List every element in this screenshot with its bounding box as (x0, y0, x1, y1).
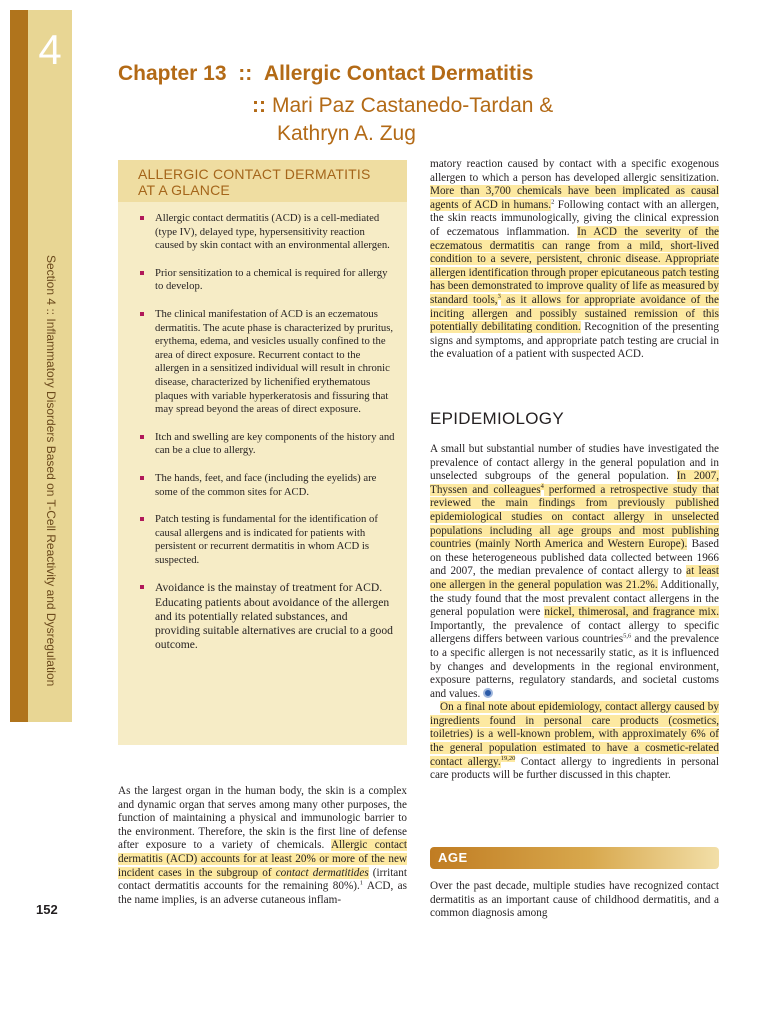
authors-line-2: Kathryn A. Zug (277, 122, 416, 145)
highlight: performed a retrospective study that reviewed the main findings from previously published epidemiological studies on contact allergy in unselected populations including all age groups and most publishing countries (mainly North America and Western Europe). (430, 483, 720, 551)
citation: 1 (359, 879, 364, 887)
glance-item (140, 472, 395, 499)
glance-item-text: Patch testing is fundamental for the identification of causal allergens and is indicated for patients with persistent or recurrent dermatitis in whom ACD is suspected. (155, 513, 378, 566)
glance-item (140, 308, 395, 417)
citation: 3 (497, 293, 501, 301)
chapter-number: Chapter 13 (118, 62, 227, 85)
age-heading-bar (430, 847, 719, 869)
intro-continuation: matory reaction caused by contact with a specific exogenous allergen to which a person has developed allergic sensitization. More than 3,700 chemicals have been implicated as causal agents of ACD in humans.$^2$ Following contact with an allergen, the skin reacts immunologically, giving the clinical expression of eczematous inflammation. In ACD the severity of the eczematous dermatitis can range from a mild, short-lived condition to a severe, persistent, chronic disease. Appropriate allergen identification through proper epicutaneous patch testing has been demonstrated to improve quality of life as measured by standard tools,$^3$ as it allows for appropriate avoidance of the inciting allergen and possibly sustained remission of this potentially debilitating condition. Recognition of the presenting signs and symptoms, and appropriate patch testing are crucial in the evaluation of a patient with suspected ACD. (430, 158, 720, 361)
glance-item-text: Prior sensitization to a chemical is required for allergy to develop. (155, 266, 388, 293)
bullet-icon (140, 312, 144, 316)
media-link-icon[interactable] (483, 688, 493, 698)
highlight: In 2007, Thyssen and colleagues (430, 470, 719, 496)
highlight: nickel, thimerosal, and fragrance mix. (544, 606, 719, 619)
highlight: Allergic contact dermatitis (ACD) accounts for at least 20% or more of the new incident cases in the subgroup of (118, 839, 407, 879)
glance-item-text: Itch and swelling are key components of the history and can be a clue to allergy. (155, 430, 395, 457)
at-a-glance-title-line-1: ALLERGIC CONTACT DERMATITIS (138, 166, 371, 182)
age-body: Over the past decade, multiple studies have recognized contact dermatitis as an important cause of childhood dermatitis, and a common diagnosis among (430, 880, 719, 920)
glance-item-text: The clinical manifestation of ACD is an eczematous dermatitis. The acute phase is characterized by pruritus, erythema, edema, and vesicles usually confined to the area of direct exposure. Recurrent contact to the allergen in a sensitized individual will result in chronic disease, characterized by lichenified erythematous plaques with variable hyperkeratosis and fissuring that may spread beyond the areas of direct exposure. (155, 307, 394, 416)
intro-paragraph: As the largest organ in the human body, the skin is a complex and dynamic organ that serves among many other purposes, the function of maintaining a physical and immunologic barrier to the environment. Therefore, the skin is the first line of defense after exposure to a variety of chemicals. Allergic contact dermatitis (ACD) accounts for at least 20% or more of the new incident cases in the subgroup of contact dermatitides (irritant contact dermatitis accounts for the remaining 80%).$^1$ ACD, as the name implies, is an adverse cutaneous inflam- (118, 785, 408, 906)
bullet-icon (140, 476, 144, 480)
at-a-glance-title-line-2: AT A GLANCE (138, 182, 230, 198)
section-running-head-text: Section 4 :: Inflammatory Disorders Based on T-Cell Reactivity and Dysregulation (44, 255, 58, 687)
epidemiology-body: A small but substantial number of studies have investigated the prevalence of contact allergy in the general population and in unselected subgroups of the general population. In 2007, Thyssen and colleagues$^4$ performed a retrospective study that reviewed the main findings from previously published epidemiological studies on contact allergy in unselected populations including all age groups and most publishing countries (mainly North America and Western Europe). Based on these heterogeneous published data collected between 1966 and 2007, the median prevalence of contact allergy to at least one allergen in the general population was 21.2%. Additionally, the study found that the most prevalent contact allergens in the general population were nickel, thimerosal, and fragrance mix. Importantly, the prevalence of contact allergy to specific allergens differs between various countries$^{5,6}$ and the prevalence to a specific allergen is not necessarily static, as it is influenced by changes and developments in the regional environment, exposure patterns, regulatory standards, and societal customs and values. On a final note about epidemiology, contact allergy caused by ingredients found in personal care products (cosmetics, toiletries) is a well-known problem, with approximately 6% of the general population estimated to have a cosmetic-related contact allergy.$^{19,20}$ Contact allergy to ingredients in personal care products will be further discussed in this chapter. (430, 443, 720, 782)
section-tab-edge (10, 10, 28, 722)
epidemiology-paragraph-2: On a final note about epidemiology, contact allergy caused by ingredients found in personal care products (cosmetics, toiletries) is a well-known problem, with approximately 6% of the general population estimated to have a cosmetic-related contact allergy.$^{19,20}$ Contact allergy to ingredients in personal care products will be further discussed in this chapter. (430, 701, 720, 782)
chapter-separator: :: (238, 62, 253, 85)
epidemiology-heading: EPIDEMIOLOGY (430, 409, 564, 428)
highlight: at least one allergen in the general population was 21.2%. (430, 565, 720, 591)
chapter-name: Allergic Contact Dermatitis (263, 62, 534, 85)
highlight: On a final note about epidemiology, contact allergy caused by ingredients found in personal care products (cosmetics, toiletries) is a well-known problem, with approximately 6% of the general population estimated to have a cosmetic-related contact allergy. (430, 701, 719, 768)
chapter-title (118, 62, 534, 86)
section-running-head (36, 255, 64, 705)
age-heading: AGE (438, 850, 468, 865)
authors-separator: :: (252, 94, 266, 117)
glance-item (140, 513, 395, 567)
highlight: More than 3,700 chemicals have been implicated as causal agents of ACD in humans. (430, 185, 719, 211)
glance-item-text: Allergic contact dermatitis (ACD) is a cell-mediated (type IV), delayed type, hypersensitivity reaction caused by skin contact with an environmental allergen. (155, 212, 390, 252)
glance-item (140, 212, 395, 253)
highlight: as it allows for appropriate avoidance of the inciting allergen and possibly sustained remission of this potentially debilitating condition. (430, 293, 719, 334)
bullet-icon (140, 216, 144, 220)
glance-item-text: The hands, feet, and face (including the eyelids) are some of the common sites for ACD. (155, 471, 377, 498)
glance-item (140, 431, 395, 458)
page-number: 152 (36, 902, 58, 917)
bullet-icon (140, 435, 144, 439)
section-number: 4 (38, 26, 62, 73)
bullet-icon (140, 517, 144, 521)
at-a-glance-box (118, 160, 407, 745)
glance-item (140, 267, 395, 294)
highlight-italic: contact dermatitides (275, 866, 369, 879)
bullet-icon (140, 271, 144, 275)
citation: 19,20 (500, 754, 516, 762)
glance-item-text: Avoidance is the mainstay of treatment for ACD. Educating patients about avoidance of the allergen and its potentially related substances, and providing suitable alternatives are crucial to a good outcome. (155, 581, 393, 652)
at-a-glance-list (118, 202, 407, 652)
bullet-icon (140, 585, 144, 589)
highlight: In ACD the severity of the eczematous dermatitis can range from a mild, short-lived condition to a severe, persistent, chronic disease. Appropriate allergen identification through proper epicutaneous patch testing has been demonstrated to improve quality of life as measured by standard tools, (430, 225, 720, 306)
citation: 4 (540, 483, 544, 491)
chapter-authors (252, 92, 553, 148)
at-a-glance-title (118, 160, 407, 202)
authors-line-1: Mari Paz Castanedo-Tardan & (272, 94, 554, 117)
glance-item (140, 581, 395, 652)
citation: 2 (551, 198, 555, 206)
citation: 5,6 (623, 632, 632, 640)
